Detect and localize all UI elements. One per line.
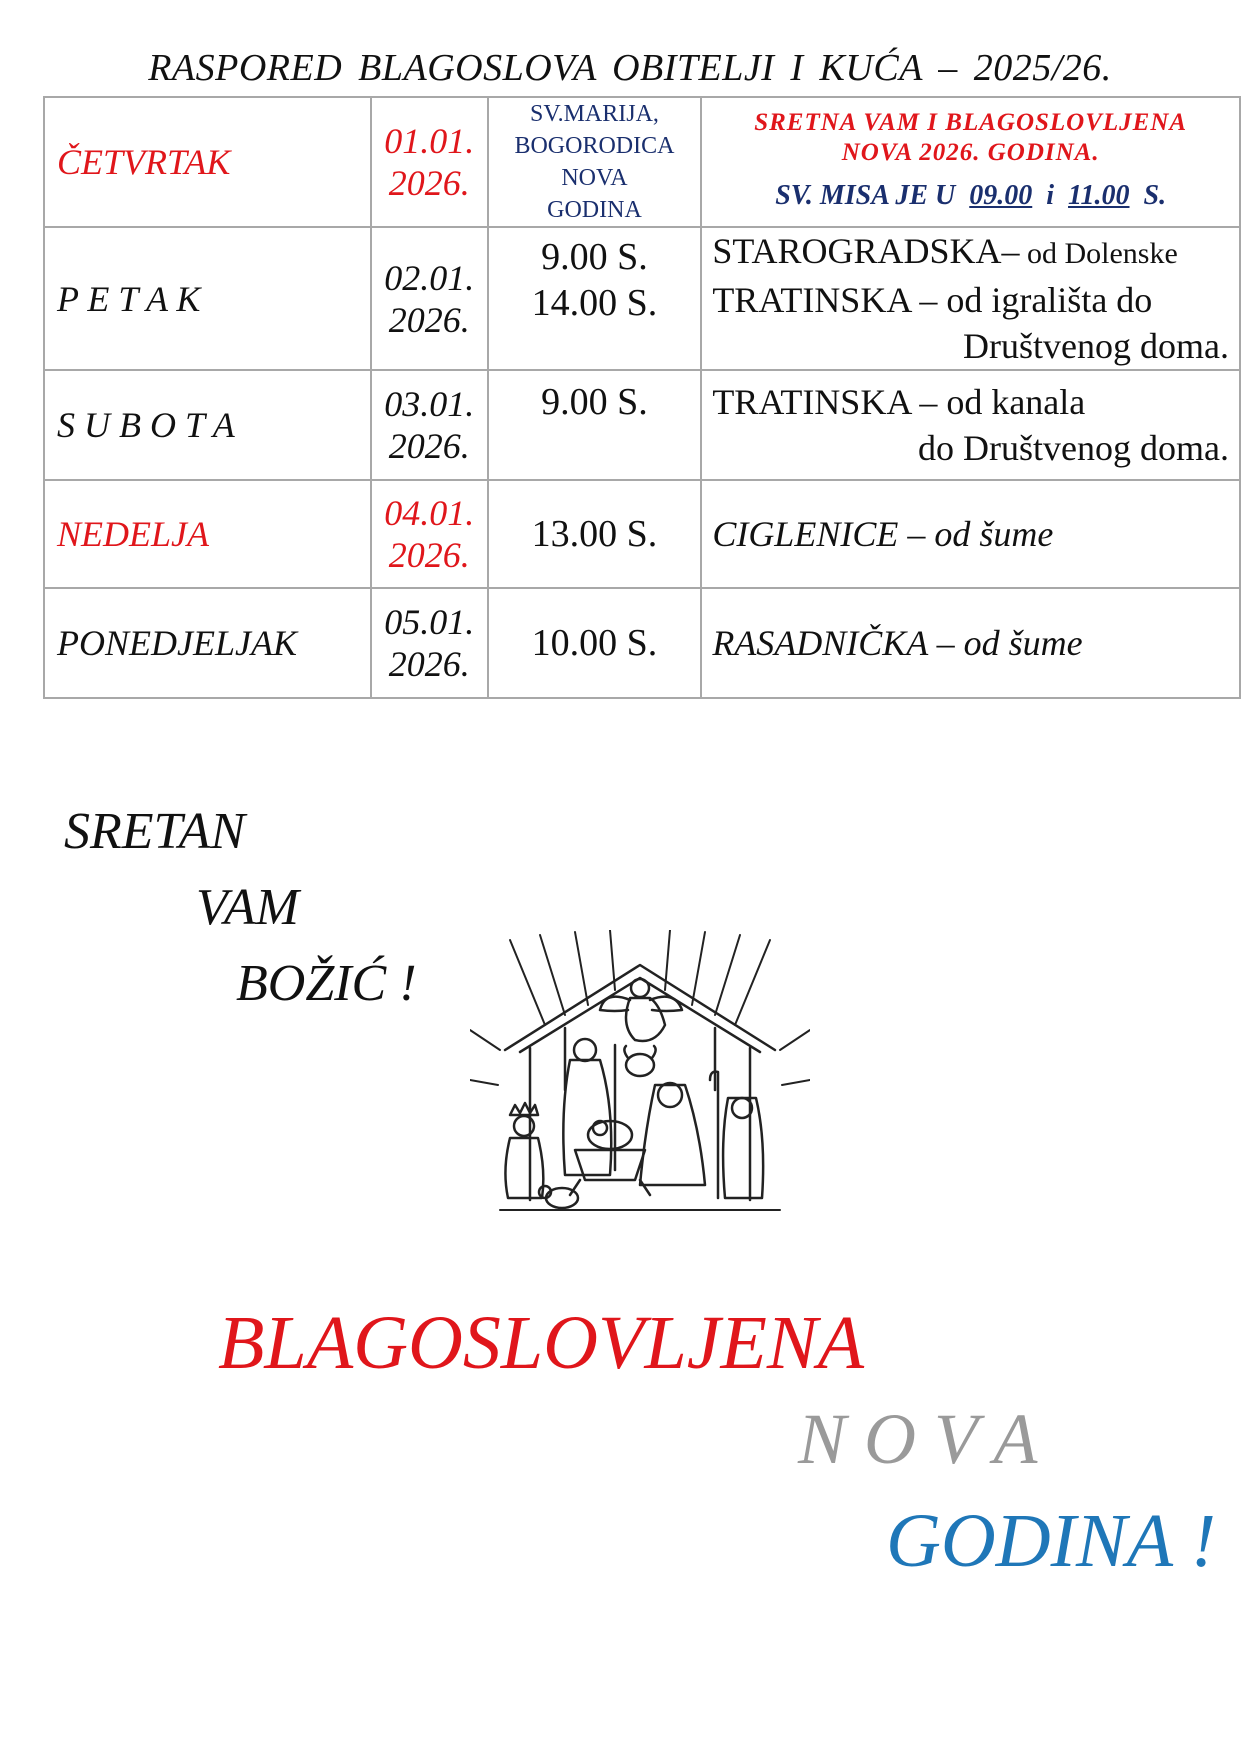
blessing-schedule-table xyxy=(43,96,1241,699)
feast-line: NOVA xyxy=(561,165,628,191)
location-line: do Društvenog doma. xyxy=(918,428,1229,468)
date-cell xyxy=(371,370,488,480)
time-cell: 9.00 S. xyxy=(488,370,702,480)
feast-line: SV.MARIJA, xyxy=(530,101,659,127)
location-cell: CIGLENICE – od šume xyxy=(701,480,1240,588)
location-cell xyxy=(701,227,1240,370)
time-cell: 13.00 S. xyxy=(488,480,702,588)
greeting-line: NOVA 2026. GODINA. xyxy=(841,139,1100,166)
greeting-cell xyxy=(701,97,1240,227)
mass-prefix: SV. MISA JE U xyxy=(775,180,956,211)
street-name: STAROGRADSKA– xyxy=(712,231,1020,271)
page-title: RASPORED BLAGOSLOVA OBITELJI I KUĆA – 2025/26. xyxy=(148,47,1112,89)
day-cell: P E T A K xyxy=(44,227,371,370)
day-cell: PONEDJELJAK xyxy=(44,588,371,698)
day-cell: NEDELJA xyxy=(44,480,371,588)
table-row xyxy=(44,97,1240,227)
christmas-greeting-line: BOŽIĆ ! xyxy=(236,955,417,1012)
mary-icon xyxy=(640,1083,705,1185)
mass-and: i xyxy=(1046,180,1055,211)
location-line: Društvenog doma. xyxy=(963,326,1229,366)
year-line: 2026. xyxy=(388,299,470,340)
year-line: 2026. xyxy=(388,644,470,684)
sheep-icon xyxy=(539,1186,578,1208)
christmas-greeting-line: SRETAN xyxy=(64,803,246,860)
time-line: 14.00 S. xyxy=(531,282,658,324)
feast-line: BOGORODICA xyxy=(514,133,675,159)
table-row xyxy=(44,480,1240,588)
table-row xyxy=(44,370,1240,480)
feast-cell xyxy=(488,97,702,227)
time-cell xyxy=(488,227,702,370)
date-cell xyxy=(371,588,488,698)
date-line: 01.01. xyxy=(384,121,475,161)
new-year-greeting-line: GODINA ! xyxy=(886,1499,1217,1583)
joseph-icon xyxy=(563,1039,615,1175)
angel-icon xyxy=(600,979,682,1041)
feast-line: GODINA xyxy=(547,197,642,223)
year-line: 2026. xyxy=(388,163,470,203)
date-cell xyxy=(371,227,488,370)
year-line: 2026. xyxy=(388,535,470,575)
date-cell xyxy=(371,480,488,588)
new-year-greeting-line: BLAGOSLOVLJENA xyxy=(218,1301,864,1385)
location-line xyxy=(712,228,1229,277)
shepherd-icon xyxy=(710,1072,763,1198)
year-line: 2026. xyxy=(388,426,470,466)
street-from: od Dolenske xyxy=(1019,237,1178,270)
time-line: 9.00 S. xyxy=(541,236,648,278)
mass-time: 09.00 xyxy=(969,180,1033,211)
date-line: 03.01. xyxy=(384,384,475,424)
location-cell xyxy=(701,370,1240,480)
nativity-scene-icon xyxy=(470,930,810,1230)
time-cell: 10.00 S. xyxy=(488,588,702,698)
date-line: 05.01. xyxy=(384,602,475,642)
light-rays-icon xyxy=(470,930,810,1085)
location-line: TRATINSKA – od kanala xyxy=(712,382,1086,422)
date-cell xyxy=(371,97,488,227)
mass-suffix: S. xyxy=(1143,180,1167,211)
mass-time: 11.00 xyxy=(1068,180,1130,211)
location-line: TRATINSKA – od igrališta do xyxy=(712,280,1153,320)
ox-icon xyxy=(624,1046,655,1076)
table-row xyxy=(44,227,1240,370)
greeting-line: SRETNA VAM I BLAGOSLOVLJENA xyxy=(754,109,1188,136)
date-line: 02.01. xyxy=(384,257,475,298)
table-row xyxy=(44,588,1240,698)
location-cell: RASADNIČKA – od šume xyxy=(701,588,1240,698)
date-line: 04.01. xyxy=(384,493,475,533)
mass-times xyxy=(712,176,1229,216)
king-icon xyxy=(505,1103,543,1198)
day-cell: S U B O T A xyxy=(44,370,371,480)
day-cell: ČETVRTAK xyxy=(44,97,371,227)
new-year-greeting-line: N O V A xyxy=(798,1399,1038,1479)
christmas-greeting-line: VAM xyxy=(196,879,299,936)
